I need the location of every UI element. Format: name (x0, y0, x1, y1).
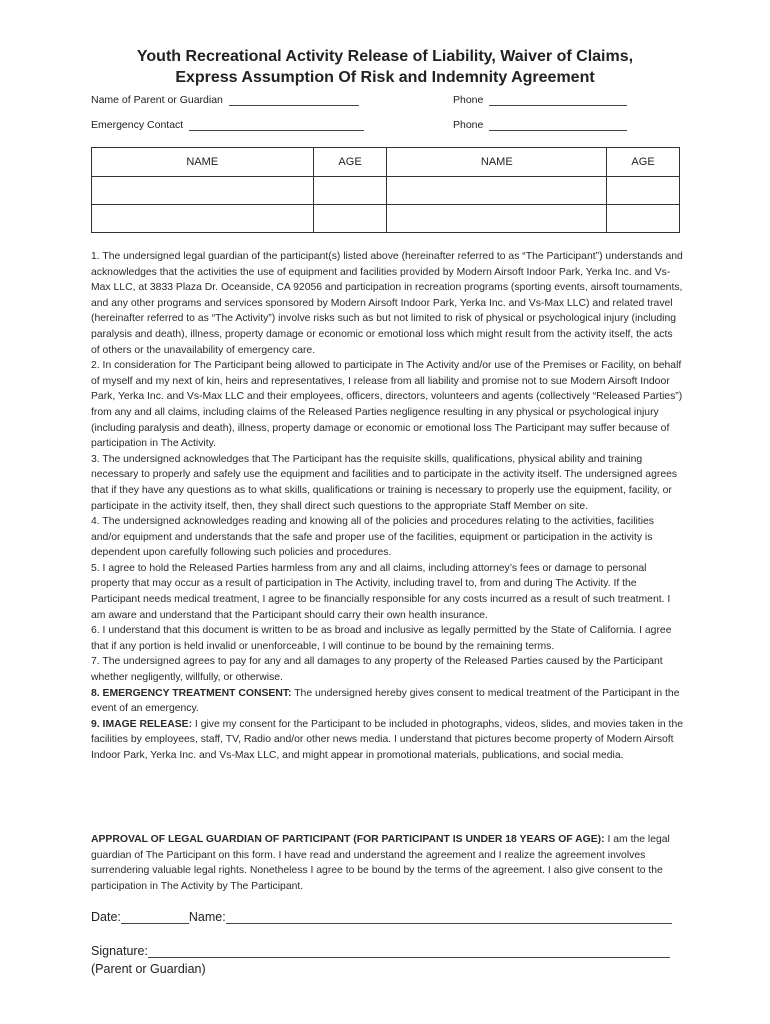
date-label: Date: (91, 910, 121, 924)
column-header-age-2: AGE (607, 148, 680, 177)
emergency-contact-label: Emergency Contact (91, 119, 184, 131)
clause-9-heading: 9. IMAGE RELEASE: (91, 718, 193, 730)
clause-2: 2. In consideration for The Participant being allowed to participate in The Activity and/or use of the Premises or Facility, on behalf of myself and my next of kin, heirs and representatives, I release from all liability and promise not to sue Modern Airsoft Indoor Park, Yerka Inc. and Vs-Max LLC and their employees, officers, directors, volunteers and agents (collectively “Released Parties”) from any and all claims, including claims of the Released Parties negligence resulting in any physical or psychological injury (including paralysis and death), illness, property damage or economic or emotional loss The Participant may suffer because of participation in The Activity. (91, 360, 683, 450)
table-row (92, 177, 680, 205)
emergency-contact-input-line[interactable] (189, 119, 364, 131)
signature-label: Signature: (91, 944, 148, 958)
phone-input-line-1[interactable] (489, 94, 627, 106)
table-cell[interactable] (313, 205, 387, 233)
clause-8 (91, 686, 683, 717)
column-header-name-1: NAME (92, 148, 314, 177)
name-input-line[interactable] (226, 910, 672, 924)
parent-guardian-input-line[interactable] (229, 94, 359, 106)
signature-input-line[interactable] (148, 944, 670, 958)
date-input-line[interactable] (121, 910, 189, 924)
table-cell[interactable] (607, 205, 680, 233)
table-cell[interactable] (92, 205, 314, 233)
participant-table (91, 147, 680, 233)
column-header-age-1: AGE (313, 148, 387, 177)
approval-heading: APPROVAL OF LEGAL GUARDIAN OF PARTICIPANT (FOR PARTICIPANT IS UNDER 18 YEARS OF AGE): (91, 834, 605, 845)
clause-4: 4. The undersigned acknowledges reading and knowing all of the policies and procedures relating to the activities, facilities and/or equipment and understands that the safe and proper use of the facilities, equipment or participation in the activity is dependent upon carefully following such policies and procedures. (91, 516, 654, 559)
signature-role-caption (91, 962, 206, 976)
title-line-1: Youth Recreational Activity Release of Liability, Waiver of Claims, (136, 48, 634, 65)
phone-field-2 (453, 119, 627, 131)
clause-8-text: The undersigned hereby gives consent to medical treatment of the Participant in the event of an emergency. (91, 687, 680, 715)
phone-input-line-2[interactable] (489, 119, 627, 131)
phone-label-1: Phone (453, 94, 484, 106)
parent-guardian-caption: (Parent or Guardian) (91, 962, 206, 976)
table-cell[interactable] (607, 177, 680, 205)
table-row (92, 205, 680, 233)
approval-text: I am the legal guardian of The Participant on this form. I have read and understand the agreement and I realize the agreement involves surrendering valuable legal rights. Nonetheless I agree to be bound by the terms of the agreement. I also give consent to the participation in The Activity by The Participant. (91, 834, 670, 892)
clause-8-heading: 8. EMERGENCY TREATMENT CONSENT: (91, 687, 292, 699)
phone-label-2: Phone (453, 119, 484, 131)
date-name-row (91, 910, 672, 924)
clause-9 (91, 717, 683, 764)
table-cell[interactable] (387, 205, 607, 233)
title-line-2: Express Assumption Of Risk and Indemnity Agreement (175, 69, 595, 86)
table-cell[interactable] (387, 177, 607, 205)
clause-5: 5. I agree to hold the Released Parties harmless from any and all claims, including attorney’s fees or damage to personal property that may occur as a result of participation in The Activity, including travel to, from and during The Activity. If the Participant needs medical treatment, I agree to be financially responsible for any costs incurred as a result of such treatment. I am aware and understand that the Participant should carry their own health insurance. (91, 562, 671, 621)
guardian-approval (91, 832, 683, 894)
table-cell[interactable] (92, 177, 314, 205)
signature-row (91, 944, 670, 958)
name-label: Name: (188, 910, 226, 924)
agreement-clauses (91, 249, 683, 764)
form-title (0, 46, 770, 88)
column-header-name-2: NAME (387, 148, 607, 177)
table-header-row (92, 148, 680, 177)
clause-9-text: I give my consent for the Participant to be included in photographs, videos, slides, and movies taken in the facilities by employees, staff, TV, Radio and/or other news media. I understand that pictures become property of Modern Airsoft Indoor Park, Yerka Inc. and Vs-Max LLC, and might appear in promotional materials, publications, and social media. (91, 718, 683, 761)
phone-field-1 (453, 94, 627, 106)
clause-6: 6. I understand that this document is written to be as broad and inclusive as legally permitted by the State of California. I agree that if any portion is held invalid or unenforceable, I will continue to be bound by the remaining terms. (91, 625, 672, 652)
clause-3: 3. The undersigned acknowledges that The Participant has the requisite skills, qualifications, physical ability and training necessary to properly and safely use the equipment and facilities and to participate in the activity itself. The undersigned agrees that if they have any questions as to what skills, qualifications or training is necessary to properly use the equipment, facility, or participate in the activity itself, then, they shall direct such questions to the appropriate Staff Member on site. (91, 453, 678, 512)
table-cell[interactable] (313, 177, 387, 205)
parent-guardian-field (91, 94, 359, 106)
clause-7: 7. The undersigned agrees to pay for any and all damages to any property of the Released Parties caused by the Participant whether negligently, willfully, or otherwise. (91, 656, 663, 684)
emergency-contact-field (91, 119, 364, 131)
clause-1: 1. The undersigned legal guardian of the participant(s) listed above (hereinafter referred to as “The Participant”) understands and acknowledges that the activities the use of equipment and facilities provided by Modern Airsoft Indoor Park, Yerka Inc. and Vs-Max LLC, at 3833 Plaza Dr. Oceanside, CA 92056 and participation in recreation programs (sporting events, airsoft tournaments, and any other programs and services sponsored by Modern Airsoft Indoor Park, Yerka Inc. and Vs-Max LLC) and related travel (hereinafter referred to as “The Activity”) involve risks such as but not limited to risk of physical or psychological injury (including paralysis and death), illness, property damage or economic or emotional loss which might result from the activity itself, the acts of others or the unavailability of emergency care. (91, 251, 683, 356)
parent-guardian-label: Name of Parent or Guardian (91, 94, 223, 106)
